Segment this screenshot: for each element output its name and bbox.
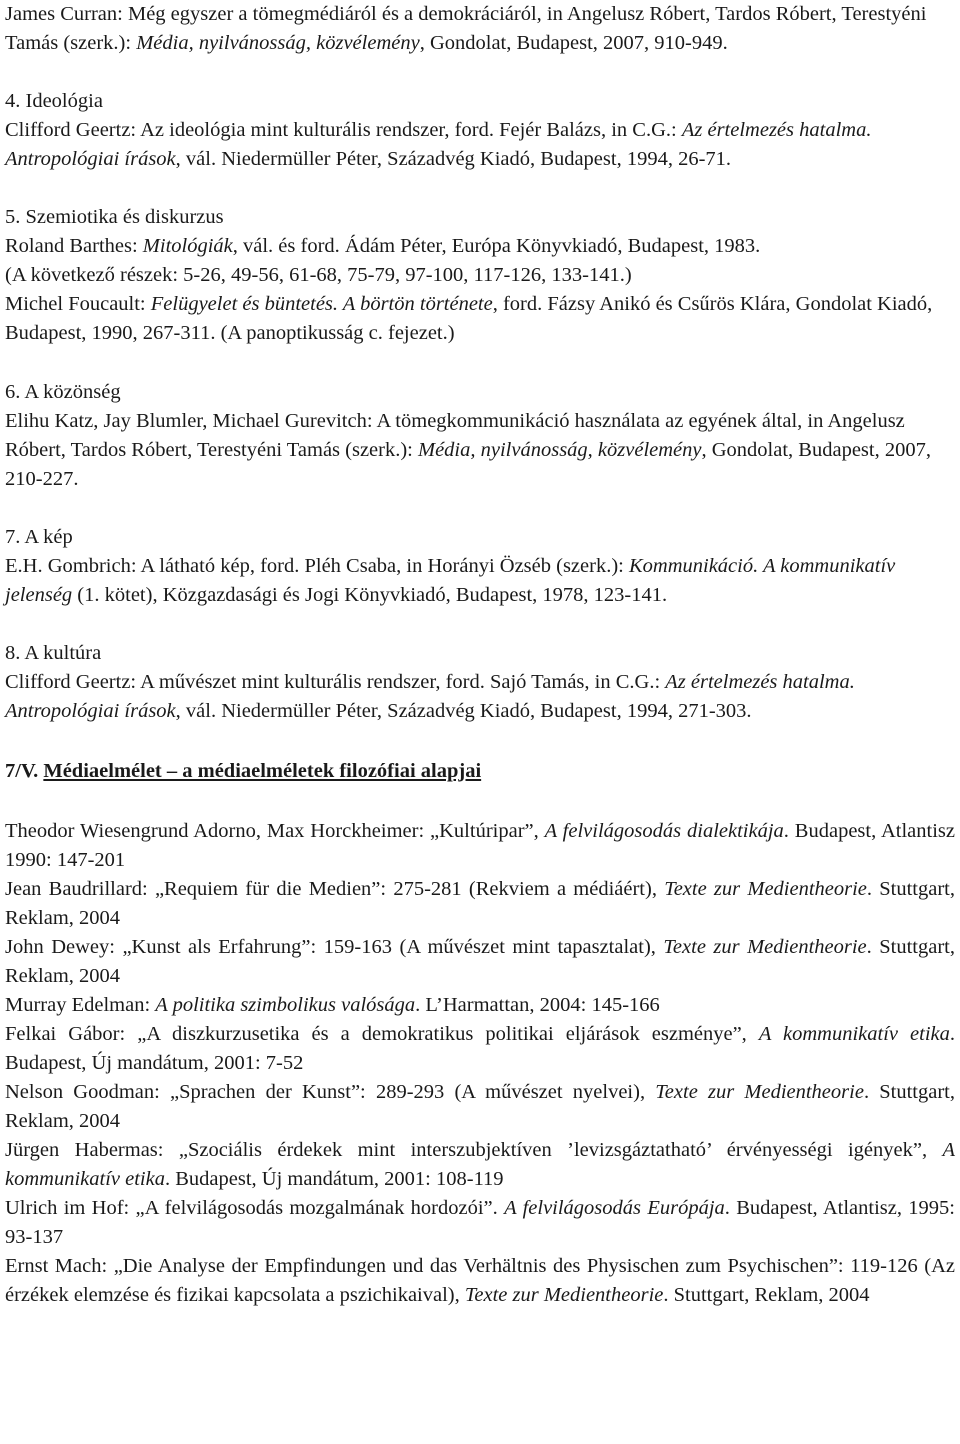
list-item — [5, 817, 955, 875]
ref-text: Jean Baudrillard: „Requiem für die Medien”: 275-281 (Rekviem a médiáért), — [5, 878, 665, 900]
ref-title: A kommunikatív etika — [5, 1139, 955, 1190]
ref-text: Jürgen Habermas: „Szociális érdekek mint interszubjektíven ’levizsgáztatható’ érvényességi igények”, — [5, 1139, 943, 1161]
ref-title: Média, nyilvánosság, közvélemény — [418, 439, 702, 461]
part-title: Médiaelmélet – a médiaelméletek filozófiai alapjai — [43, 760, 482, 782]
ref-text: , vál. Niedermüller Péter, Századvég Kiadó, Budapest, 1994, 271-303. — [175, 700, 752, 722]
ref-text: . Stuttgart, Reklam, 2004 — [663, 1284, 870, 1306]
list-item — [5, 875, 955, 933]
list-item — [5, 1136, 955, 1194]
reference-gombrich — [5, 552, 955, 610]
ref-title: Az értelmezés hatalma. Antropológiai írások — [5, 671, 855, 722]
ref-title: Média, nyilvánosság, közvélemény — [136, 32, 420, 54]
ref-text: John Dewey: „Kunst als Erfahrung”: 159-163 (A művészet mint tapasztalat), — [5, 936, 664, 958]
ref-text: , vál. Niedermüller Péter, Századvég Kiadó, Budapest, 1994, 26-71. — [175, 148, 732, 170]
ref-title: Kommunikáció. A kommunikatív jelenség — [5, 555, 896, 606]
reference-foucault — [5, 290, 955, 348]
reference-katz — [5, 407, 955, 494]
ref-text: . Budapest, Atlantisz, 1995: 93-137 — [5, 1197, 956, 1248]
ref-title: Texte zur Medientheorie — [655, 1081, 864, 1103]
list-item — [5, 933, 955, 991]
reference-barthes-pages: (A következő részek: 5-26, 49-56, 61-68, 75-79, 97-100, 117-126, 133-141.) — [5, 264, 632, 286]
reference-geertz-muveszet — [5, 668, 955, 726]
ref-text: Felkai Gábor: „A diszkurzusetika és a demokratikus politikai eljárások eszménye”, — [5, 1023, 759, 1045]
part-heading — [5, 757, 955, 786]
ref-title: A kommunikatív etika — [758, 1023, 950, 1045]
ref-text: Murray Edelman: — [5, 994, 156, 1016]
reference-list — [5, 817, 955, 1310]
ref-text: . Stuttgart, Reklam, 2004 — [5, 936, 955, 987]
list-item — [5, 1020, 955, 1078]
ref-text: Elihu Katz, Jay Blumler, Michael Gurevitch: A tömegkommunikáció használata az egyének által, in Angelusz Róbert, Tardos Róbert, Terestyéni Tamás (szerk.): — [5, 410, 905, 461]
reference-barthes — [5, 232, 955, 261]
ref-title: A felvilágosodás dialektikája — [544, 820, 784, 842]
section-heading-4: 4. Ideológia — [5, 90, 103, 112]
reference-geertz-ideologia — [5, 116, 955, 174]
ref-title: Felügyelet és büntetés. A börtön története — [150, 293, 493, 315]
document-page — [5, 0, 955, 1310]
ref-title: Texte zur Medientheorie — [663, 936, 867, 958]
ref-text: , vál. és ford. Ádám Péter, Európa Könyvkiadó, Budapest, 1983. — [232, 235, 761, 257]
list-item — [5, 991, 955, 1020]
ref-text: Michel Foucault: — [5, 293, 151, 315]
ref-text: Ulrich im Hof: „A felvilágosodás mozgalmának hordozói”. — [5, 1197, 505, 1219]
ref-title: Az értelmezés hatalma. Antropológiai írások — [5, 119, 872, 170]
ref-text: Clifford Geertz: A művészet mint kulturális rendszer, ford. Sajó Tamás, in C.G.: — [5, 671, 666, 693]
ref-text: James Curran: Még egyszer a tömegmédiáról és a demokráciáról, in Angelusz Róbert, Tardos Róbert, Terestyéni Tamás (szerk.): — [5, 3, 927, 54]
ref-text: . Stuttgart, Reklam, 2004 — [5, 878, 955, 929]
section-heading-8: 8. A kultúra — [5, 642, 102, 664]
ref-text: Clifford Geertz: Az ideológia mint kulturális rendszer, ford. Fejér Balázs, in C.G.: — [5, 119, 682, 141]
ref-text: Roland Barthes: — [5, 235, 143, 257]
ref-text: . Budapest, Új mandátum, 2001: 7-52 — [5, 1023, 956, 1074]
part-number: 7/V. — [5, 760, 39, 782]
list-item — [5, 1194, 955, 1252]
ref-title: Texte zur Medientheorie — [464, 1284, 664, 1306]
ref-title: Mitológiák — [142, 235, 233, 257]
ref-text: E.H. Gombrich: A látható kép, ford. Pléh Csaba, in Horányi Özséb (szerk.): — [5, 555, 629, 577]
ref-text: , ford. Fázsy Anikó és Csűrös Klára, Gondolat Kiadó, Budapest, 1990, 267-311. (A panoptikusság c. fejezet.) — [5, 293, 933, 344]
ref-text: Theodor Wiesengrund Adorno, Max Horckheimer: „Kultúripar”, — [5, 820, 545, 842]
ref-title: A politika szimbolikus valósága — [155, 994, 416, 1016]
ref-text: , Gondolat, Budapest, 2007, 210-227. — [5, 439, 931, 490]
section-heading-6: 6. A közönség — [5, 381, 121, 403]
ref-title: A felvilágosodás Európája — [504, 1197, 725, 1219]
ref-text: Ernst Mach: „Die Analyse der Empfindungen und das Verhältnis des Physischen zum Psychischen”: 119-126 (Az érzékek elemzése és fizikai kapcsolata a pszichikaival), — [5, 1255, 955, 1306]
ref-text: , Gondolat, Budapest, 2007, 910-949. — [419, 32, 728, 54]
section-heading-7: 7. A kép — [5, 526, 73, 548]
ref-text: . Budapest, Új mandátum, 2001: 108-119 — [164, 1168, 504, 1190]
list-item — [5, 1252, 955, 1310]
ref-text: . Budapest, Atlantisz 1990: 147-201 — [5, 820, 955, 871]
ref-text: (1. kötet), Közgazdasági és Jogi Könyvkiadó, Budapest, 1978, 123-141. — [72, 584, 668, 606]
ref-text: . Stuttgart, Reklam, 2004 — [5, 1081, 955, 1132]
reference-curran — [5, 0, 955, 58]
ref-title: Texte zur Medientheorie — [664, 878, 867, 900]
ref-text: Nelson Goodman: „Sprachen der Kunst”: 289-293 (A művészet nyelvei), — [5, 1081, 656, 1103]
ref-text: . L’Harmattan, 2004: 145-166 — [415, 994, 660, 1016]
list-item — [5, 1078, 955, 1136]
section-heading-5: 5. Szemiotika és diskurzus — [5, 206, 224, 228]
